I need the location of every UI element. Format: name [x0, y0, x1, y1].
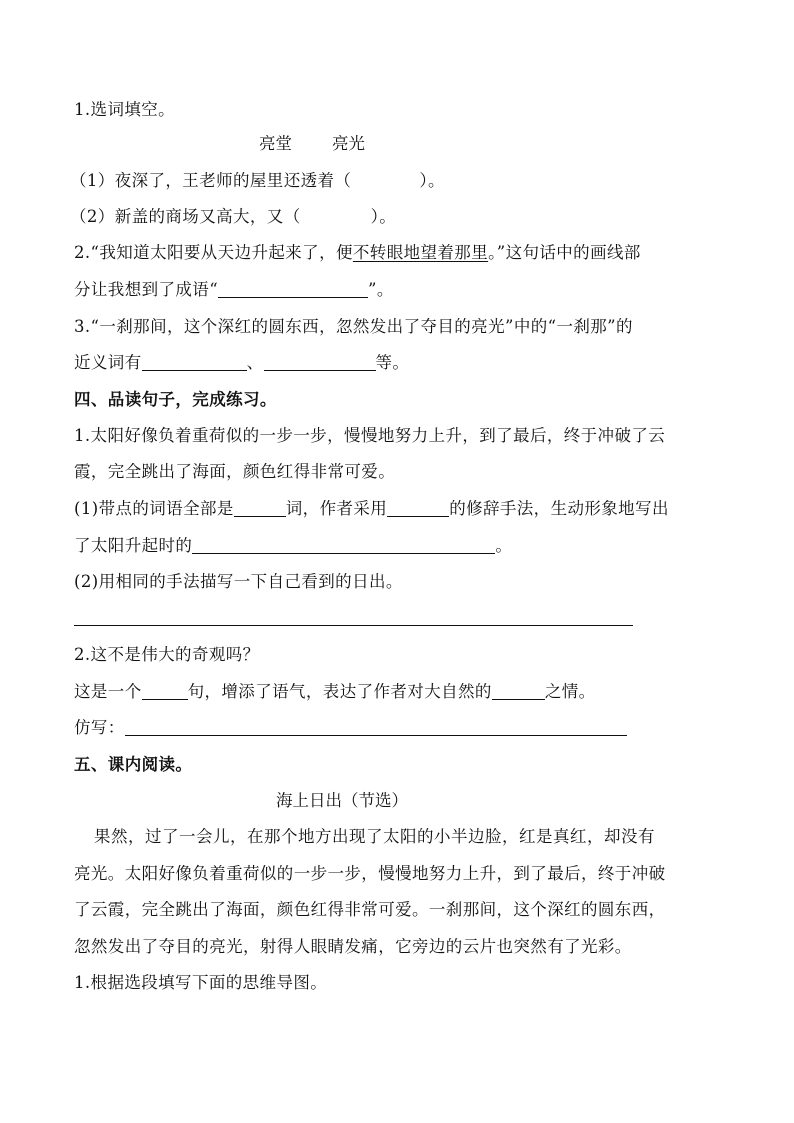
- s4-q2: (2)用相同的手法描写一下自己看到的日出。: [74, 572, 403, 591]
- passage-line-3: 了云霞，完全跳出了海面，颜色红得非常可爱。一刹那间，这个深红的圆东西，: [74, 900, 666, 919]
- option-liangtang: 亮堂: [259, 134, 292, 153]
- s4-imitate: 仿写：: [74, 716, 627, 740]
- synonym-blank-1[interactable]: [142, 352, 247, 371]
- q1-sentence-1: （1）夜深了，王老师的屋里还透着（ ）。: [70, 171, 445, 190]
- s5-q1: 1.根据选段填写下面的思维导图。: [74, 973, 328, 992]
- sunrise-writing-line[interactable]: [74, 625, 633, 626]
- section-5-heading: 五、课内阅读。: [74, 755, 193, 774]
- q1-options: [259, 132, 365, 156]
- q1-title: 1.选词填空。: [74, 100, 176, 119]
- q1-sentence-2: （2）新盖的商场又高大，又（ ）。: [70, 207, 397, 226]
- q2-line-1: 2.“我知道太阳要从天边升起来了，便不转眼地望着那里。”这句话中的画线部: [74, 243, 641, 262]
- s4-passage-line-2: 霞，完全跳出了海面，颜色红得非常可爱。: [74, 462, 396, 481]
- q3-line-1: 3.“一刹那间，这个深红的圆东西，忽然发出了夺目的亮光”中的“一刹那”的: [74, 317, 633, 336]
- word-type-blank[interactable]: [234, 498, 286, 517]
- q3-line-2: 近义词有 、 等。: [74, 353, 410, 372]
- passage-line-1: 果然，过了一会儿，在那个地方出现了太阳的小半边脸，红是真红，却没有: [94, 827, 655, 846]
- description-blank[interactable]: [192, 535, 495, 554]
- s4-q1-line-1: (1)带点的词语全部是 词，作者采用 的修辞手法，生动形象地写出: [74, 499, 669, 518]
- s4-q1-line-2: 了太阳升起时的 。: [74, 536, 513, 555]
- underlined-phrase: 不转眼地望着那里: [352, 243, 489, 262]
- feeling-blank[interactable]: [492, 681, 545, 700]
- q2-line-2: 分让我想到了成语“ ”。: [74, 280, 394, 299]
- passage-line-4: 忽然发出了夺目的亮光，射得人眼睛发痛，它旁边的云片也突然有了光彩。: [74, 937, 632, 956]
- section-4-heading: 四、品读句子，完成练习。: [74, 390, 277, 409]
- option-liangguang: 亮光: [332, 134, 365, 153]
- imitate-blank[interactable]: [125, 717, 627, 736]
- idiom-blank[interactable]: [218, 279, 368, 298]
- rhetoric-blank[interactable]: [387, 498, 449, 517]
- s4-passage-line-1: 1.太阳好像负着重荷似的一步一步，慢慢地努力上升，到了最后，终于冲破了云: [74, 426, 666, 445]
- s4-p2-answer: 这是一个 句，增添了语气，表达了作者对大自然的 之情。: [74, 682, 596, 701]
- passage-line-2: 亮光。太阳好像负着重荷似的一步一步，慢慢地努力上升，到了最后，终于冲破: [74, 864, 666, 883]
- sentence-type-blank[interactable]: [142, 681, 188, 700]
- passage-title: 海上日出（节选）: [276, 791, 408, 810]
- synonym-blank-2[interactable]: [264, 352, 376, 371]
- s4-p2: 2.这不是伟大的奇观吗？: [74, 645, 260, 664]
